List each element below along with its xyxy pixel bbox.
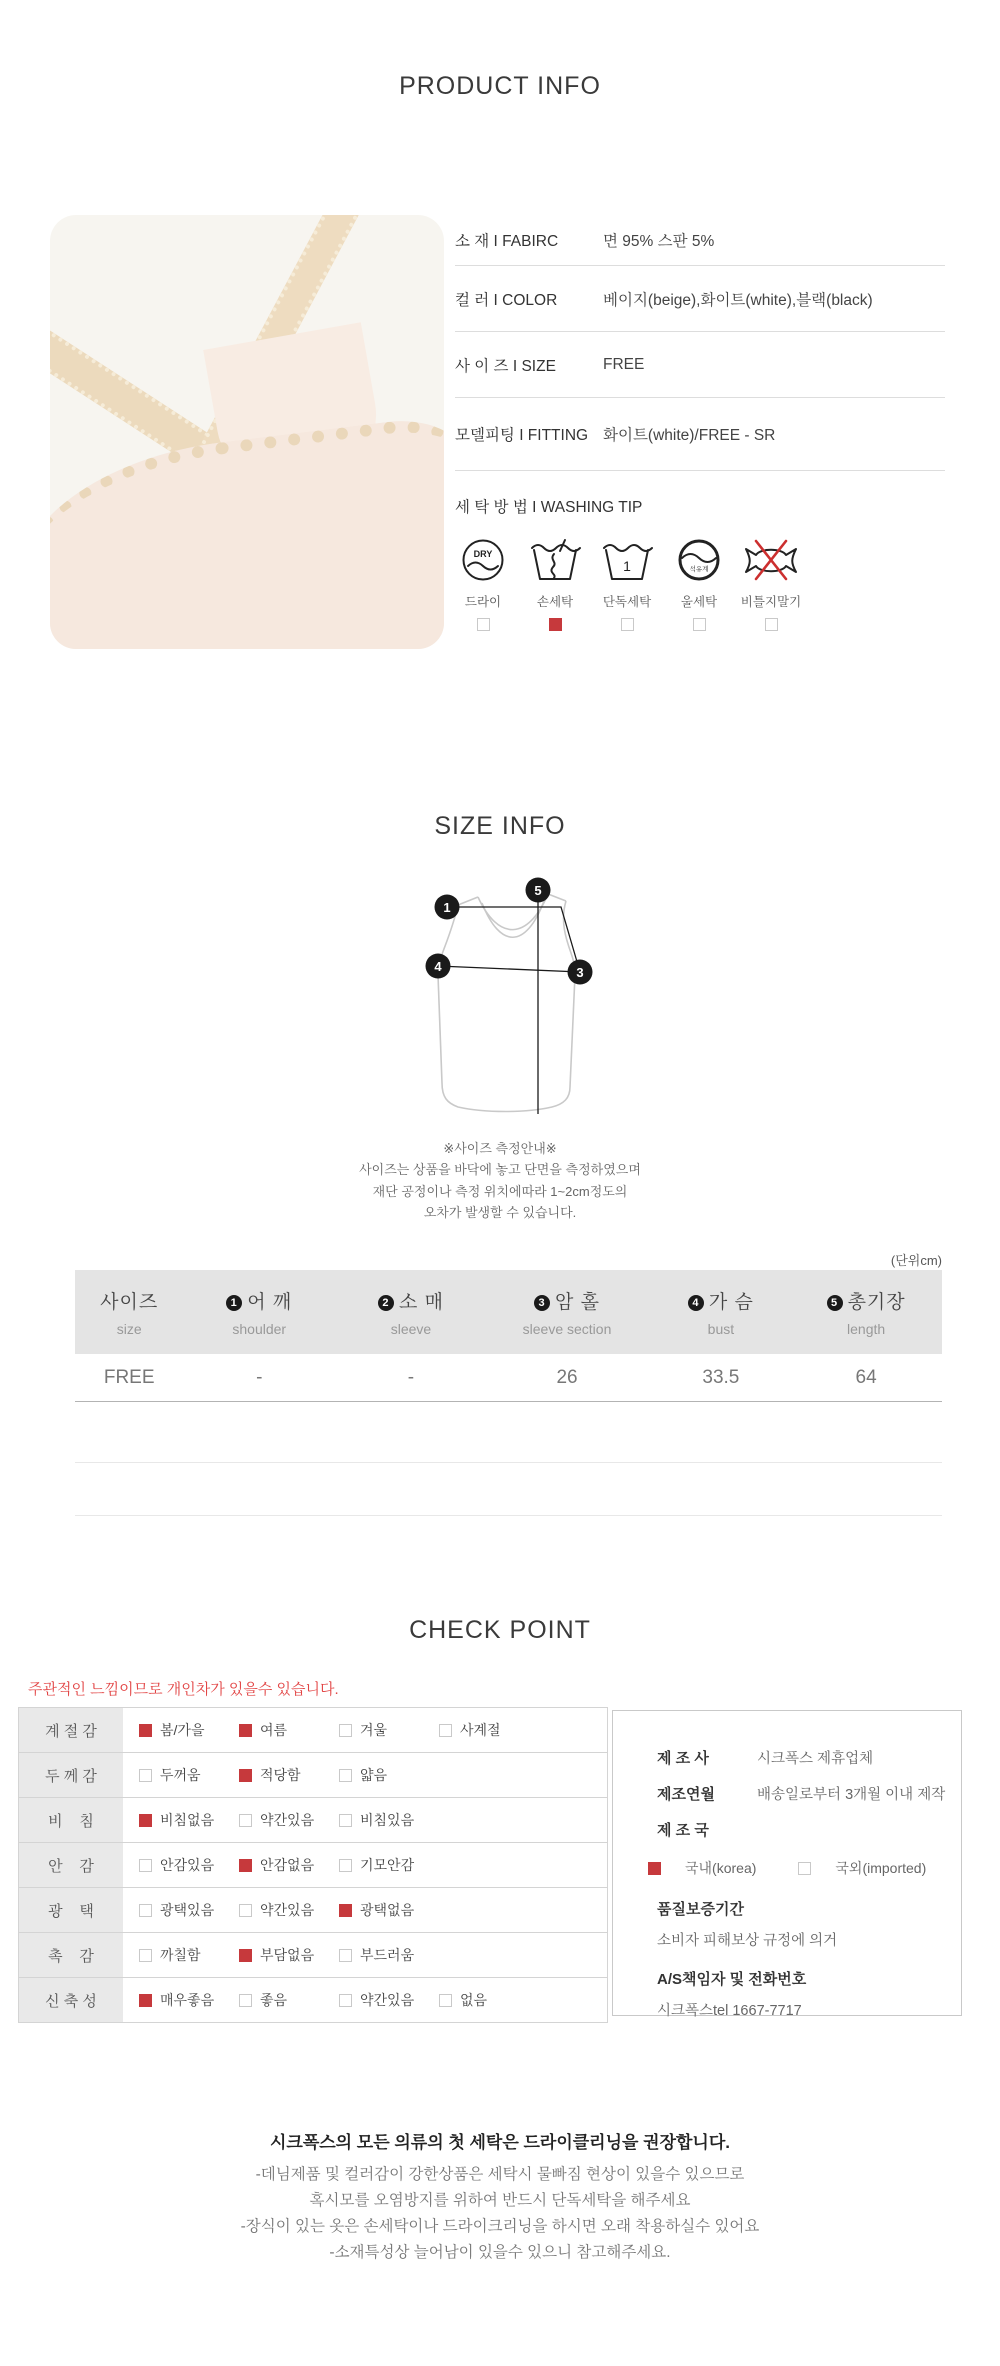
info-value: 화이트(white)/FREE - SR [603, 427, 776, 444]
checkbox[interactable] [139, 1859, 152, 1872]
checkbox[interactable] [339, 1859, 352, 1872]
info-label: 컬 러 I COLOR [455, 291, 558, 309]
wash-item-label: 울세탁 [680, 595, 718, 609]
info-value: 베이지(beige),화이트(white),블랙(black) [603, 291, 873, 309]
info-row-fitting [455, 398, 945, 471]
wash-item-label: 손세탁 [536, 595, 574, 609]
info-row-color [455, 266, 945, 332]
info-label: 소 재 I FABIRC [455, 233, 559, 250]
wash-item-separate [591, 537, 663, 636]
checkbox[interactable] [239, 1994, 252, 2007]
col-number-badge: 2 [378, 1295, 394, 1311]
maker-row: 제 조 사 시크폭스 제휴업체 [657, 1750, 874, 1767]
wash-item-label: 드라이 [464, 595, 502, 609]
size-measure-note [0, 1138, 1000, 1224]
wash-item-label: 단독세탁 [602, 595, 652, 609]
check-point-table [18, 1707, 608, 2023]
size-table-header [75, 1270, 942, 1354]
washing-tip-header: 세 탁 방 법 I WASHING TIP [455, 499, 643, 516]
wool-wash-icon [671, 537, 727, 583]
check-option: 얇음 [339, 1765, 439, 1785]
size-diagram [420, 872, 660, 1132]
size-table-row [75, 1354, 942, 1402]
warranty-value: 소비자 피해보상 규정에 의거 [657, 1933, 838, 1949]
info-label: 사 이 즈 I SIZE [455, 357, 556, 375]
col-number-badge: 3 [534, 1295, 550, 1311]
check-option: 약간있음 [239, 1810, 339, 1830]
checkbox[interactable] [339, 1814, 352, 1827]
svg-text:4: 4 [434, 959, 442, 974]
manufacturer-box [612, 1710, 962, 2019]
wash-item-dry [447, 537, 519, 636]
checkbox[interactable] [439, 1724, 452, 1737]
wash-item-hand-wash [519, 537, 591, 636]
check-option: 광택있음 [139, 1900, 239, 1920]
checkbox[interactable] [239, 1724, 252, 1737]
checkbox[interactable] [477, 618, 490, 631]
checkbox[interactable] [339, 1769, 352, 1782]
wash-item-wool [663, 537, 735, 636]
checkbox[interactable] [621, 618, 634, 631]
size-cell: 64 [855, 1366, 877, 1388]
dry-clean-icon [455, 537, 511, 583]
wash-item-no-wring [735, 537, 807, 636]
check-option: 부드러움 [339, 1945, 439, 1965]
info-row-size [455, 332, 945, 398]
size-table [75, 1270, 942, 1402]
care-note-line: 혹시모를 오염방지를 위하여 반드시 단독세탁을 해주세요 [309, 2192, 691, 2209]
checkbox[interactable] [549, 618, 562, 631]
origin-options: 국내(korea) 국외(imported) [648, 1858, 961, 1878]
check-option: 여름 [239, 1720, 339, 1740]
note-line: ※사이즈 측정안내※ [443, 1141, 557, 1156]
checkbox[interactable] [339, 1949, 352, 1962]
check-row-thickness: 두 께 감 두꺼움 적당함 얇음 [19, 1752, 607, 1797]
check-option: 광택없음 [339, 1900, 439, 1920]
check-option: 매우좋음 [139, 1990, 239, 2010]
col-number-badge: 5 [827, 1295, 843, 1311]
check-option: 비침있음 [339, 1810, 439, 1830]
note-line: 사이즈는 상품을 바닥에 놓고 단면을 측정하였으며 [359, 1162, 641, 1178]
checkbox[interactable] [139, 1769, 152, 1782]
size-col-header: 사이즈 size [100, 1292, 159, 1337]
checkbox[interactable] [139, 1994, 152, 2007]
checkbox[interactable] [693, 618, 706, 631]
svg-text:DRY: DRY [473, 549, 493, 559]
divider [75, 1462, 942, 1463]
care-headline: 시크폭스의 모든 의류의 첫 세탁은 드라이클리닝을 권장합니다. [269, 2133, 731, 2152]
size-cell: FREE [103, 1366, 155, 1388]
svg-text:1: 1 [443, 900, 451, 915]
checkbox[interactable] [339, 1724, 352, 1737]
checkbox[interactable] [439, 1994, 452, 2007]
camisole-fabric [50, 413, 444, 649]
washing-icons-row [447, 537, 945, 636]
checkbox[interactable] [339, 1994, 352, 2007]
check-option: 안감있음 [139, 1855, 239, 1875]
unit-label: (단위cm) [890, 1253, 942, 1268]
check-option: 약간있음 [239, 1900, 339, 1920]
care-note-line: -소재특성상 늘어남이 있을수 있으니 참고해주세요. [329, 2244, 671, 2261]
checkbox[interactable] [139, 1904, 152, 1917]
divider [75, 1515, 942, 1516]
check-option: 두꺼움 [139, 1765, 239, 1785]
size-col-header: 5 총기장 length [795, 1287, 938, 1337]
svg-text:1: 1 [623, 558, 631, 574]
checkbox[interactable] [239, 1814, 252, 1827]
info-label: 모델피팅 I FITTING [455, 427, 589, 444]
check-row-lining: 안 감 안감있음 안감없음 기모안감 [19, 1842, 607, 1887]
svg-text:5: 5 [534, 883, 542, 898]
col-number-badge: 4 [688, 1295, 704, 1311]
subjective-notice: 주관적인 느낌이므로 개인차가 있을수 있습니다. [28, 1681, 339, 1698]
note-line: 재단 공정이나 측정 위치에따라 1~2cm정도의 [372, 1183, 628, 1199]
checkbox[interactable] [339, 1904, 352, 1917]
svg-text:석유계: 석유계 [689, 566, 709, 573]
check-point-title: CHECK POINT [409, 1616, 591, 1644]
check-option: 없음 [439, 1990, 539, 2010]
check-row-season: 계 절 감 봄/가을 여름 겨울 사계절 [19, 1708, 607, 1752]
col-number-badge: 1 [226, 1295, 242, 1311]
size-cell: 33.5 [702, 1366, 740, 1388]
check-option: 좋음 [239, 1990, 339, 2010]
size-info-title: SIZE INFO [434, 812, 566, 840]
checkbox[interactable] [648, 1862, 661, 1875]
country-row: 제 조 국 [657, 1822, 709, 1839]
care-notes [0, 2162, 1000, 2266]
check-option: 비침없음 [139, 1810, 239, 1830]
check-row-gloss: 광 택 광택있음 약간있음 광택없음 [19, 1887, 607, 1932]
check-row-texture: 촉 감 까칠함 부담없음 부드러움 [19, 1932, 607, 1977]
checkbox[interactable] [239, 1949, 252, 1962]
checkbox[interactable] [765, 618, 778, 631]
check-option: 겨울 [339, 1720, 439, 1740]
checkbox[interactable] [139, 1814, 152, 1827]
checkbox[interactable] [139, 1949, 152, 1962]
as-contact-label: A/S책임자 및 전화번호 [657, 1971, 807, 1988]
product-photo [50, 215, 444, 649]
info-value: 면 95% 스판 5% [603, 233, 715, 250]
size-col-header: 2 소 매 sleeve [335, 1287, 487, 1337]
size-col-header: 1 어 깨 shoulder [183, 1287, 335, 1337]
product-info-title: PRODUCT INFO [399, 72, 601, 100]
info-row-fabric [455, 215, 945, 266]
care-note-line: -데님제품 및 컬러감이 강한상품은 세탁시 물빠짐 현상이 있을수 있으므로 [255, 2166, 745, 2183]
separate-wash-icon [599, 537, 655, 583]
check-option: 까칠함 [139, 1945, 239, 1965]
wash-item-label: 비틀지말기 [740, 595, 802, 609]
size-cell: 26 [556, 1366, 578, 1388]
size-cell: - [256, 1366, 263, 1388]
mfg-date-row: 제조연월 배송일로부터 3개월 이내 제작 [657, 1786, 946, 1803]
size-cell: - [407, 1366, 415, 1388]
check-option: 사계절 [439, 1720, 539, 1740]
check-option: 약간있음 [339, 1990, 439, 2010]
check-option: 봄/가을 [139, 1720, 239, 1740]
size-col-header: 4 가 슴 bust [647, 1287, 794, 1337]
note-line: 오차가 발생할 수 있습니다. [423, 1205, 577, 1221]
check-row-stretch: 신 축 성 매우좋음 좋음 약간있음 없음 [19, 1977, 607, 2022]
check-option: 안감없음 [239, 1855, 339, 1875]
hand-wash-icon [527, 537, 583, 583]
checkbox[interactable] [239, 1769, 252, 1782]
check-option: 적당함 [239, 1765, 339, 1785]
checkbox[interactable] [798, 1862, 811, 1875]
checkbox[interactable] [139, 1724, 152, 1737]
check-option: 부담없음 [239, 1945, 339, 1965]
warranty-label: 품질보증기간 [657, 1901, 744, 1918]
product-info-table [455, 215, 945, 636]
do-not-wring-icon [743, 537, 799, 583]
svg-text:3: 3 [576, 965, 584, 980]
size-col-header: 3 암 홀 sleeve section [522, 1292, 612, 1337]
check-row-sheer: 비 침 비침없음 약간있음 비침있음 [19, 1797, 607, 1842]
checkbox[interactable] [239, 1859, 252, 1872]
check-option: 기모안감 [339, 1855, 439, 1875]
care-note-line: -장식이 있는 옷은 손세탁이나 드라이크리닝을 하시면 오래 착용하실수 있어요 [240, 2218, 760, 2235]
checkbox[interactable] [239, 1904, 252, 1917]
info-value: FREE [603, 355, 645, 373]
as-contact-value: 시크폭스tel 1667-7717 [657, 2003, 802, 2019]
